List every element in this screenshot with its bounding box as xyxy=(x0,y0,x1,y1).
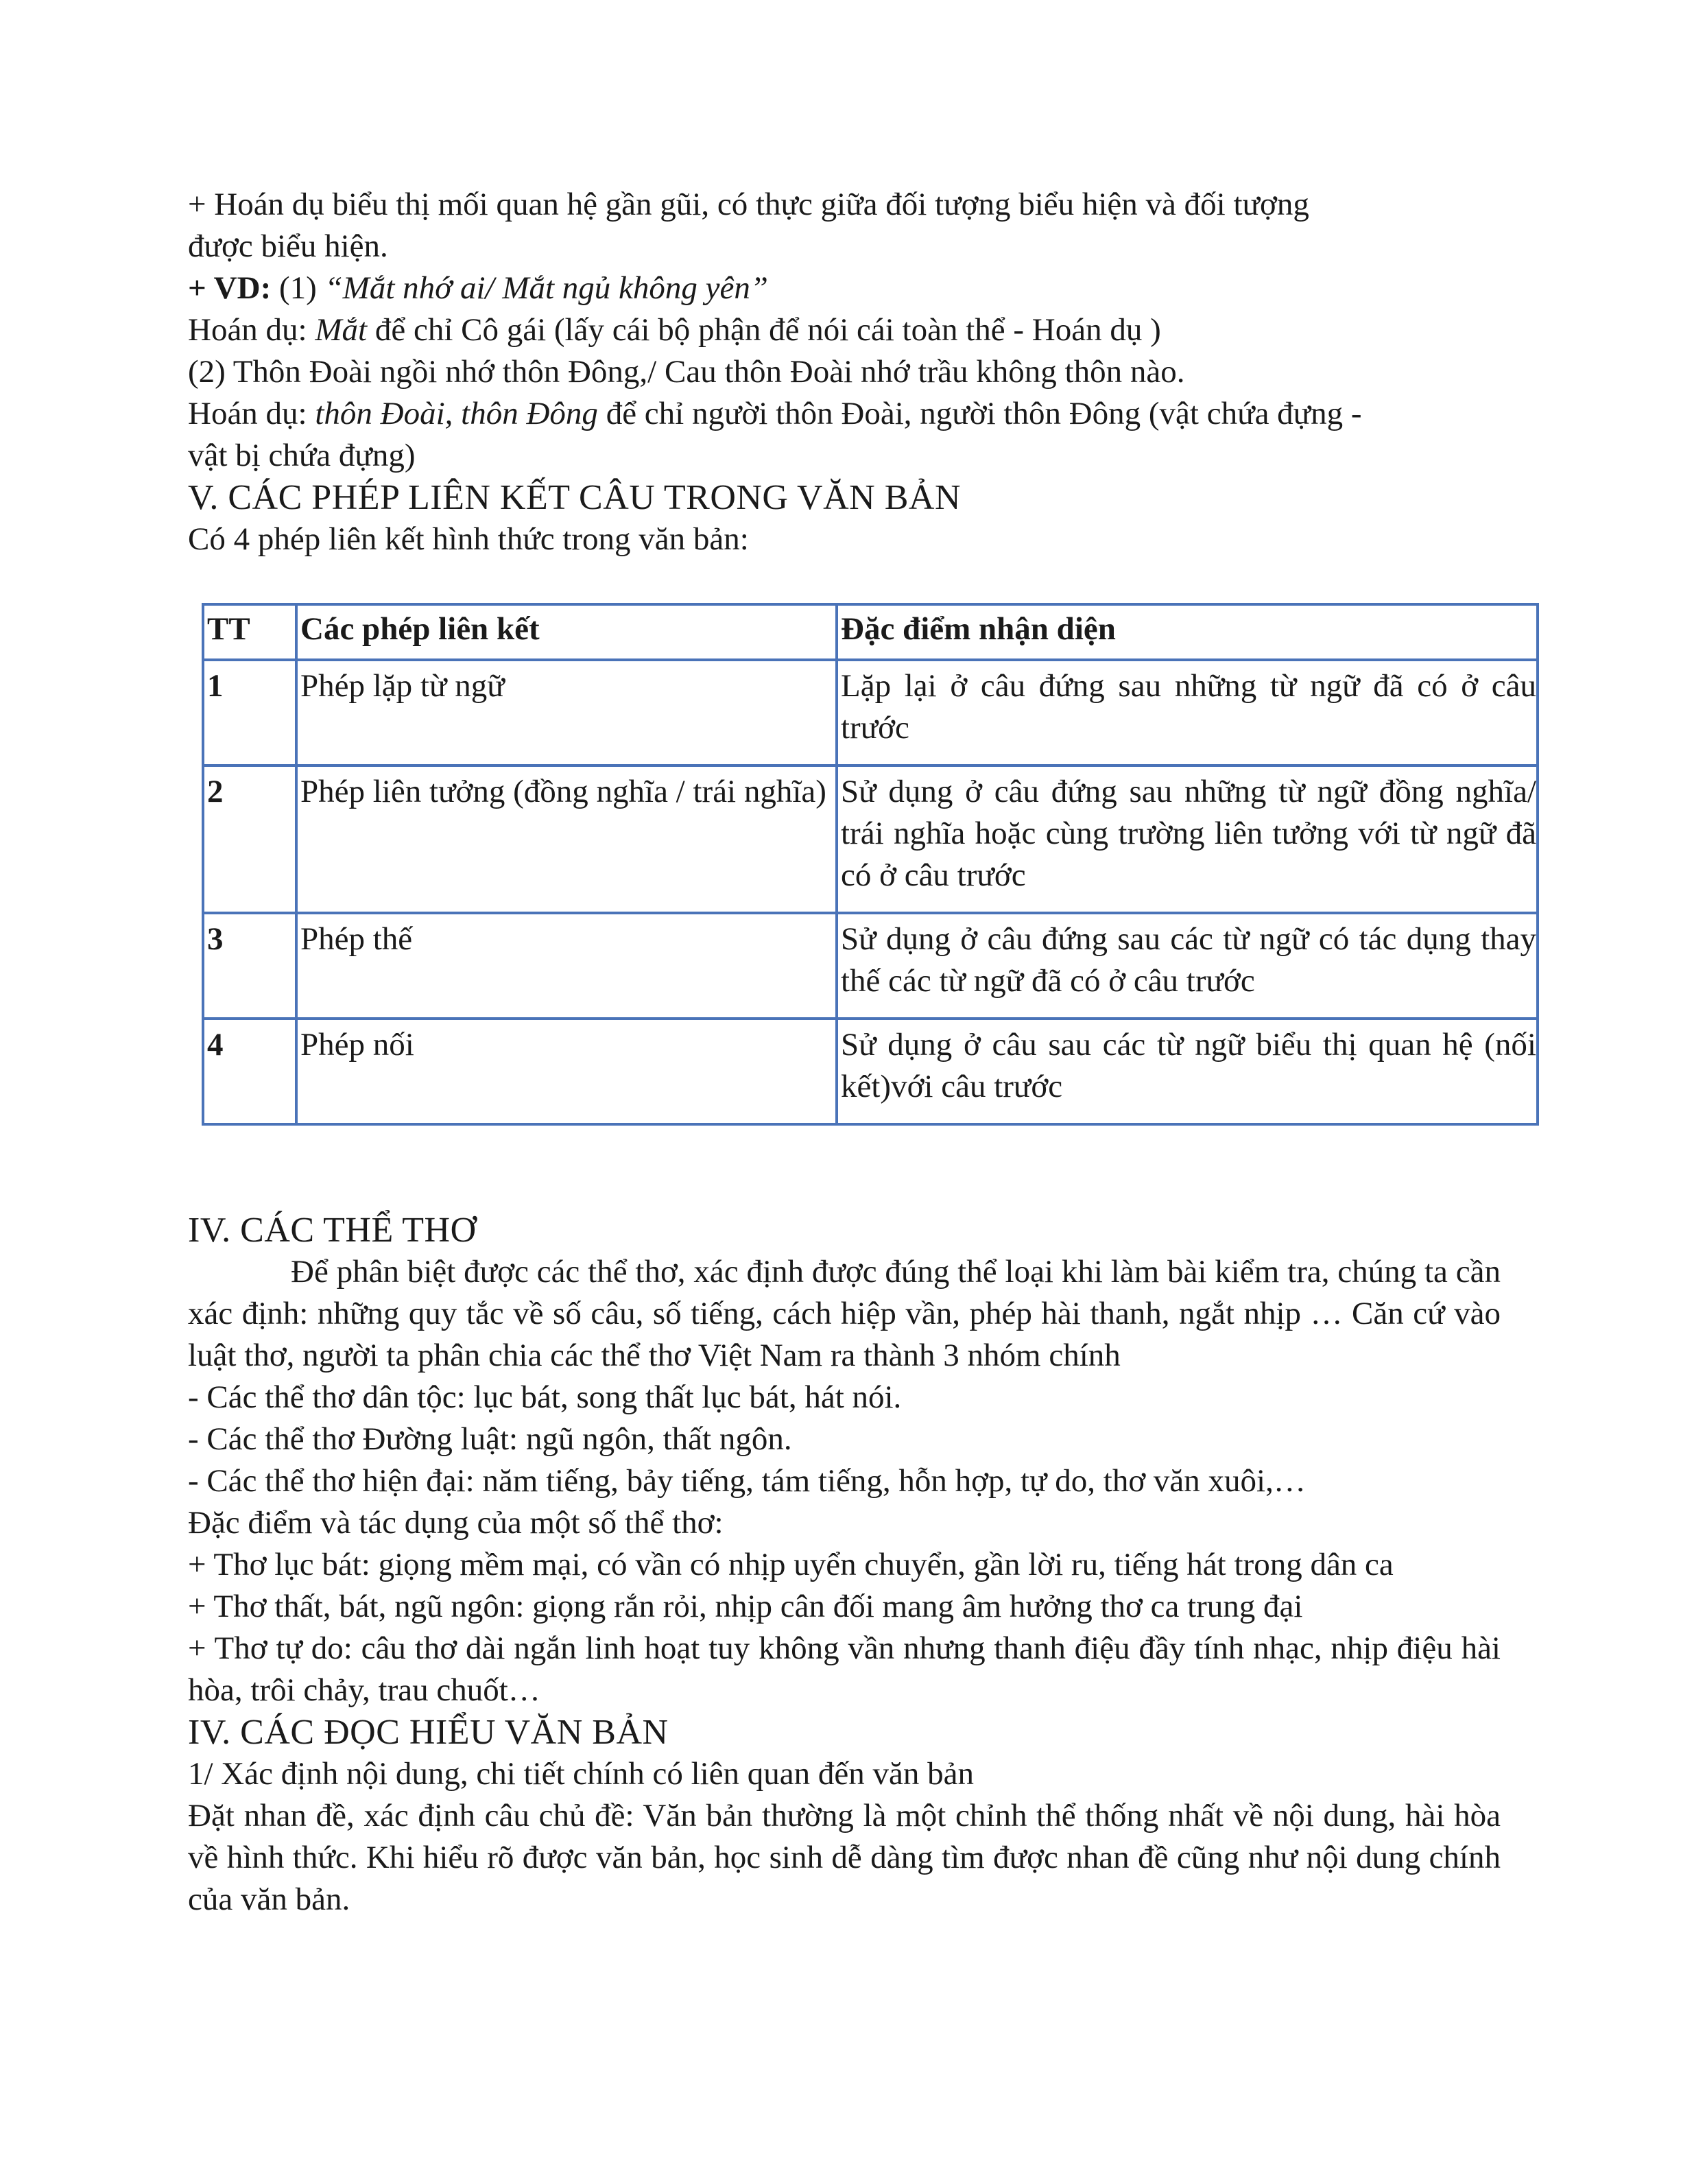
poetry-intro-paragraph: Để phân biệt được các thể thơ, xác định được đúng thể loại khi làm bài kiểm tra, chúng ta cần xác định: những quy tắc về số câu, số tiếng, cách hiệp vần, phép hài thanh, ngắt nhịp … Căn cứ vào luật thơ, người ta phân chia các thể thơ Việt Nam ra thành 3 nhóm chính xyxy=(188,1254,1501,1373)
poetry-feature-item: + Thơ thất, bát, ngũ ngôn: giọng rắn rỏi, nhịp cân đối mang âm hưởng thơ ca trung đại xyxy=(188,1589,1303,1624)
row-feature: Lặp lại ở câu đứng sau những từ ngữ đã có ở câu trước xyxy=(837,660,1538,765)
ex1-prefix: Hoán dụ: xyxy=(188,312,315,348)
section-v-intro: Có 4 phép liên kết hình thức trong văn bản: xyxy=(188,521,749,557)
example-heading xyxy=(188,268,1501,309)
vd-example-quote: “Mắt nhớ ai/ Mắt ngủ không yên” xyxy=(324,270,769,306)
reading-subheading: 1/ Xác định nội dung, chi tiết chính có liên quan đến văn bản xyxy=(188,1756,974,1792)
reading-paragraph: Đặt nhan đề, xác định câu chủ đề: Văn bản thường là một chỉnh thể thống nhất về nội dung, hài hòa về hình thức. Khi hiểu rõ được văn bản, học sinh dễ dàng tìm được nhan đề cũng như nội dung chính của văn bản. xyxy=(188,1798,1501,1917)
header-tt: TT xyxy=(203,604,296,660)
linking-methods-table xyxy=(202,603,1539,1126)
vd-number: (1) xyxy=(271,270,325,306)
example1-explanation xyxy=(188,309,1501,351)
row-method: Phép nối xyxy=(296,1019,837,1124)
row-method: Phép liên tưởng (đồng nghĩa / trái nghĩa) xyxy=(296,765,837,913)
table-row xyxy=(203,765,1538,913)
section-reading-heading: IV. CÁC ĐỌC HIỂU VĂN BẢN xyxy=(188,1713,669,1752)
section-v-heading: V. CÁC PHÉP LIÊN KẾT CÂU TRONG VĂN BẢN xyxy=(188,478,961,517)
example2-quote: (2) Thôn Đoài ngồi nhớ thôn Đông,/ Cau thôn Đoài nhớ trầu không thôn nào. xyxy=(188,354,1185,390)
row-feature: Sử dụng ở câu đứng sau các từ ngữ có tác dụng thay thế các từ ngữ đã có ở câu trước xyxy=(837,913,1538,1019)
header-feature: Đặc điểm nhận diện xyxy=(837,604,1538,660)
row-method: Phép lặp từ ngữ xyxy=(296,660,837,765)
row-feature: Sử dụng ở câu đứng sau những từ ngữ đồng nghĩa/ trái nghĩa hoặc cùng trường liên tưởng với từ ngữ đã có ở câu trước xyxy=(837,765,1538,913)
row-method: Phép thế xyxy=(296,913,837,1019)
poetry-features-intro: Đặc điểm và tác dụng của một số thể thơ: xyxy=(188,1505,724,1541)
row-tt: 2 xyxy=(203,765,296,913)
table-row xyxy=(203,660,1538,765)
ex2-prefix: Hoán dụ: xyxy=(188,396,315,431)
hoan-du-definition-line1: + Hoán dụ biểu thị mối quan hệ gần gũi, có thực giữa đối tượng biểu hiện và đối tượng xyxy=(188,187,1309,222)
poetry-list-item: - Các thể thơ Đường luật: ngũ ngôn, thất ngôn. xyxy=(188,1421,792,1457)
ex1-word: Mắt xyxy=(315,312,368,348)
poetry-feature-item: + Thơ tự do: câu thơ dài ngắn linh hoạt tuy không vần nhưng thanh điệu đầy tính nhạc, nhịp điệu hài hòa, trôi chảy, trau chuốt… xyxy=(188,1630,1501,1708)
row-tt: 3 xyxy=(203,913,296,1019)
table-row xyxy=(203,913,1538,1019)
row-tt: 4 xyxy=(203,1019,296,1124)
vd-label: + VD: xyxy=(188,270,272,306)
ex2-rest: để chỉ người thôn Đoài, người thôn Đông (vật chứa đựng - xyxy=(597,396,1362,431)
row-feature: Sử dụng ở câu sau các từ ngữ biểu thị quan hệ (nối kết)với câu trước xyxy=(837,1019,1538,1124)
example2-explanation-line2: vật bị chứa đựng) xyxy=(188,438,416,473)
ex1-rest: để chỉ Cô gái (lấy cái bộ phận để nói cái toàn thể - Hoán dụ ) xyxy=(367,312,1161,348)
row-tt: 1 xyxy=(203,660,296,765)
poetry-list-item: - Các thể thơ hiện đại: năm tiếng, bảy tiếng, tám tiếng, hỗn hợp, tự do, thơ văn xuôi,… xyxy=(188,1463,1306,1499)
hoan-du-definition-line2: được biểu hiện. xyxy=(188,228,388,264)
header-method: Các phép liên kết xyxy=(296,604,837,660)
example2-explanation xyxy=(188,393,1501,435)
table-header-row xyxy=(203,604,1538,660)
section-poetry-heading: IV. CÁC THỂ THƠ xyxy=(188,1211,477,1250)
table-row xyxy=(203,1019,1538,1124)
poetry-feature-item: + Thơ lục bát: giọng mềm mại, có vần có nhịp uyển chuyển, gần lời ru, tiếng hát trong dân ca xyxy=(188,1547,1394,1582)
poetry-list-item: - Các thể thơ dân tộc: lục bát, song thất lục bát, hát nói. xyxy=(188,1379,902,1415)
ex2-words: thôn Đoài, thôn Đông xyxy=(315,396,598,431)
